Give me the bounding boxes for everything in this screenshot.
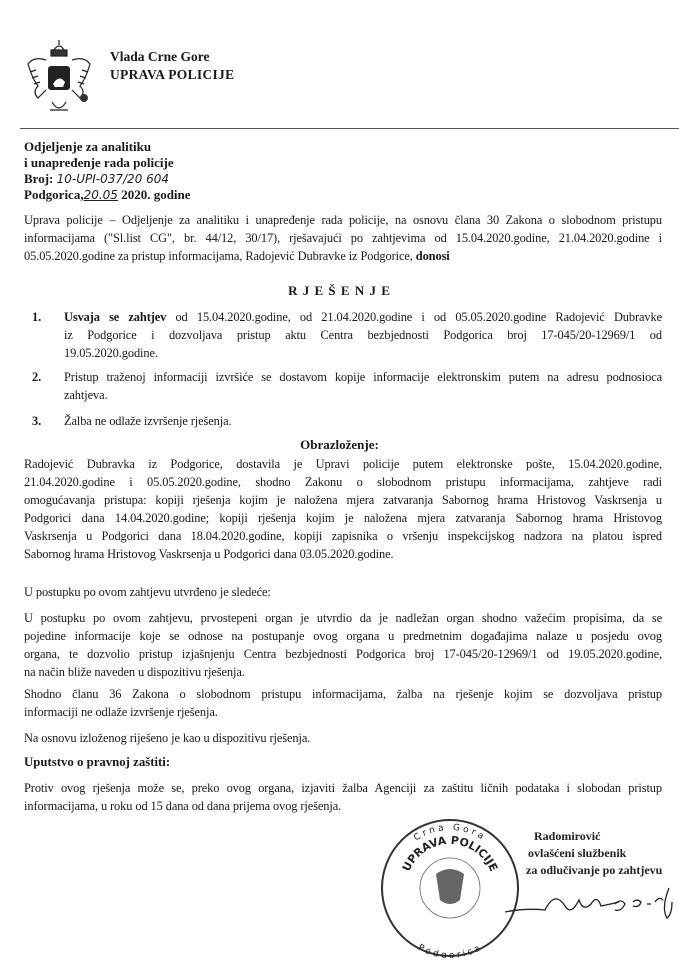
intro-line: Uprava policije – Odjeljenje za analitiku i unapređenje rada policije, na osnovu člana 30 Zakona o slobodnom pristupu: [24, 213, 662, 227]
signatory-block: [526, 828, 662, 879]
broj-label: Broj:: [24, 171, 54, 186]
place-date: [24, 187, 191, 203]
date-suffix: 2020. godine: [121, 187, 191, 202]
reasoning-line: Podgorici dana 14.04.2020.godine; kopiji rješenja kojim je naložena mjera zatvaranja Sabornog hrama Hristovog: [24, 511, 662, 525]
department-line1: Odjeljenje za analitiku: [24, 139, 152, 154]
reasoning-paragraph: [24, 583, 662, 601]
reasoning-line: Sabornog hrama Hristovog Vaskrsenja u Podgorici dana 03.05.2020.godine.: [24, 547, 394, 561]
signatory-role: za odlučivanje po zahtjevu: [526, 863, 663, 877]
decision-title: R J E Š E N J E: [288, 283, 391, 298]
department-block: [24, 139, 191, 203]
item-line: 19.05.2020.godine.: [64, 346, 158, 360]
reference-number: [24, 171, 191, 187]
department-line2: i unapređenje rada policije: [24, 155, 174, 170]
reasoning-line: Radojević Dubravka iz Podgorice, dostavila je Upravi policije putem elektronske pošte, 15.04.2020.godine,: [24, 457, 662, 471]
reasoning-paragraph: [24, 609, 662, 681]
reasoning-line: omogućavanja pristupa: kopiji rješenja kojim je naložena mjera zatvaranja Sabornog hrama Hristovog Vaskrsenja u: [24, 493, 662, 507]
place-label: Podgorica,: [24, 187, 84, 202]
intro-line-text: 05.05.2020.godine za pristup informacijama, Radojević Dubravke iz Podgorice,: [24, 249, 413, 263]
handwritten-signature: [505, 884, 675, 929]
reasoning-paragraph: [24, 455, 662, 563]
svg-text:Podgorica: [416, 942, 483, 958]
reasoning-line: U postupku po ovom zahtjevu, prvostepeni organ je utvrdio da je nadležan organ shodno važećim propisima, da se: [24, 611, 662, 625]
legal-line: informacijama, u roku od 15 dana od dana prijema ovog rješenja.: [24, 799, 342, 813]
reasoning-line: Na osnovu izloženog riješeno je kao u dispozitivu rješenja.: [24, 731, 311, 745]
legal-line: Protiv ovog rješenja može se, preko ovog organa, izjaviti žalba Agenciji za zaštitu ličnih podataka i slobodan pristup: [24, 781, 662, 795]
reasoning-paragraph: [24, 685, 662, 721]
signatory-name: Radomirović: [534, 829, 601, 843]
item-number: 1.: [32, 310, 42, 324]
reasoning-line: 21.04.2020.godine i 05.05.2020.godine, shodno Zakonu o slobodnom pristupu informacijama, zahtjeve radi: [24, 475, 662, 489]
reasoning-line: informaciji ne odlaže izvršenje rješenja.: [24, 705, 218, 719]
legal-title: Uputstvo o pravnoj zaštiti:: [24, 755, 171, 769]
item-line-text: od 15.04.2020.godine, od 21.04.2020.godine i od 05.05.2020.godine Radojević Dubravke: [166, 310, 662, 324]
item-line: zahtjeva.: [64, 388, 108, 402]
reasoning-line: U postupku po ovom zahtjevu utvrđeno je sledeće:: [24, 585, 271, 599]
item-line: [64, 308, 662, 326]
signatory-title: ovlašćeni službenik: [528, 846, 627, 860]
official-stamp: [380, 818, 520, 963]
donosi-word: donosi: [415, 249, 450, 263]
coat-of-arms-logo: [26, 40, 92, 121]
item-number: 2.: [32, 370, 42, 384]
legal-paragraph: [24, 779, 662, 815]
reasoning-line: na način bliže naveden u dispozitivu rješenja.: [24, 665, 245, 679]
stamp-bottom-text: Podgorica: [416, 942, 484, 958]
reasoning-line: pojedine informacije koje se odnose na postupanje ovog organa u predmetnim događajima nalaze u posjedu ovog: [24, 629, 662, 643]
org-name: Vlada Crne Gore: [110, 49, 210, 64]
item-line: iz Podgorice i dozvoljava pristup aktu Centra bezbjednosti Podgorica broj 17-045/20-12969/1 od: [64, 328, 662, 342]
date-handwritten: 20.05: [83, 188, 118, 202]
item-bold-lead: Usvaja se zahtjev: [64, 310, 167, 324]
svg-text:UPRAVA POLICIJE: [400, 834, 500, 874]
reasoning-title: Obrazloženje:: [300, 437, 379, 452]
item-line: Žalba ne odlaže izvršenje rješenja.: [64, 414, 232, 428]
item-number: 3.: [32, 414, 42, 428]
item-line: Pristup traženoj informaciji izvršiće se dostavom kopije informacije elektronskim putem na adresu podnosioca: [64, 370, 662, 384]
reasoning-line: Vaskrsenja u Podgorici dana 18.04.2020.godine, kopiji zapisnika o vršenju inspekcijskog nadzora na platou ispred: [24, 529, 662, 543]
reasoning-paragraph: [24, 729, 662, 747]
intro-line: informacijama ("Sl.list CG", br. 44/12, 30/17), rješavajući po zahtjevima od 15.04.2020.godine, 21.04.2020.godine i: [24, 231, 662, 245]
intro-line: [24, 247, 662, 265]
stamp-ring-text: UPRAVA POLICIJE: [399, 833, 501, 874]
stamp-top-text: Crna Gora: [412, 822, 488, 844]
reasoning-line: Shodno članu 36 Zakona o slobodnom pristupu informacijama, žalba na rješenje kojim se dozvoljava pristup: [24, 687, 662, 701]
intro-paragraph: [24, 211, 662, 265]
reasoning-line: organa, te dozvolio pristup izjašnjenju Centra bezbjednosti Podgorica broj 17-045/20-12969/1 od 19.05.2020.godine,: [24, 647, 662, 661]
broj-handwritten: 10-UPI-037/20 604: [56, 172, 170, 186]
header-divider: [20, 128, 679, 129]
org-subtitle: UPRAVA POLICIJE: [110, 67, 235, 82]
